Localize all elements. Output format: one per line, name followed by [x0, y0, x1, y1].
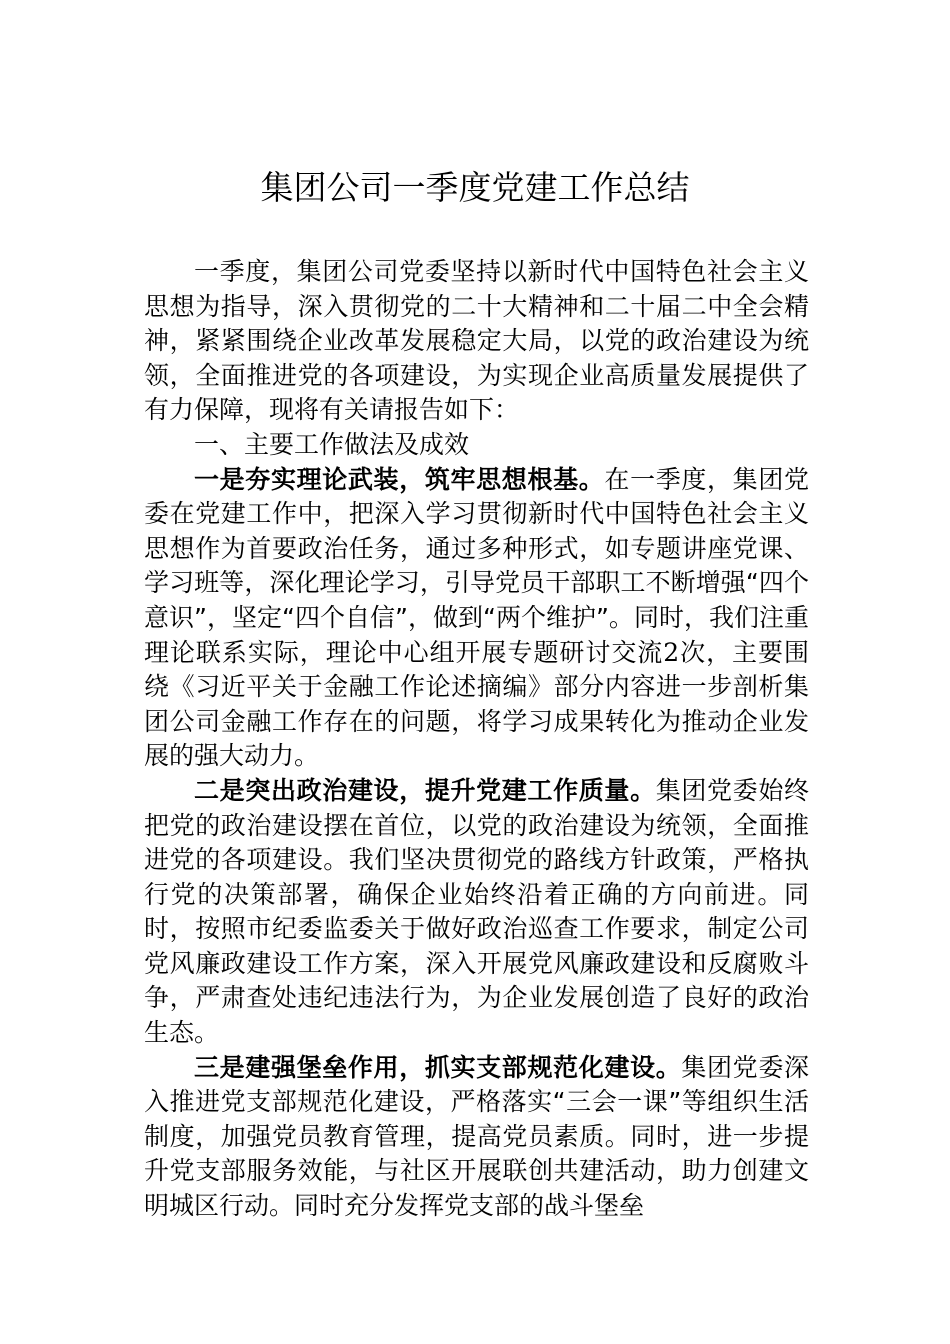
point-number: 2	[663, 637, 680, 667]
point-text-1a: 在一季度，集团党委在党建工作中，把深入学习贯彻新时代中国特色社会主义思想作为首要政治任务，通过多种形式，如专题讲座党课、学习班等，深化理论学习，引导党员干部职工不断增强“四个意识”，坚定“四个自信”，做到“两个维护”。同时，我们注重理论联系实际，理论中心组开展专题研讨交流	[144, 464, 809, 667]
point-heading-2: 二是突出政治建设，提升党建工作质量。	[194, 775, 656, 805]
point-text-2: 集团党委始终把党的政治建设摆在首位，以党的政治建设为统领，全面推进党的各项建设。我们坚决贯彻党的路线方针政策，严格执行党的决策部署，确保企业始终沿着正确的方向前进。同时，按照市纪委监委关于做好政治巡查工作要求，制定公司党风廉政建设工作方案，深入开展党风廉政建设和反腐败斗争，严肃查处违纪违法行为，为企业发展创造了良好的政治生态。	[144, 775, 809, 1048]
point-heading-1: 一是夯实理论武装，筑牢思想根基。	[194, 464, 605, 494]
section-heading: 一、主要工作做法及成效	[194, 429, 470, 459]
intro-paragraph: 一季度，集团公司党委坚持以新时代中国特色社会主义思想为指导，深入贯彻党的二十大精神和二十届二中全会精神，紧紧围绕企业改革发展稳定大局，以党的政治建设为统领，全面推进党的各项建设，为实现企业高质量发展提供了有力保障，现将有关请报告如下：	[144, 257, 809, 425]
point-text-3: 集团党委深入推进党支部规范化建设，严格落实“三会一课”等组织生活制度，加强党员教育管理，提高党员素质。同时，进一步提升党支部服务效能，与社区开展联创共建活动，助力创建文明城区行动。同时充分发挥党支部的战斗堡垒	[144, 1052, 809, 1221]
document-body	[144, 255, 809, 1224]
document-title: 集团公司一季度党建工作总结	[260, 168, 690, 207]
point-paragraph-1	[144, 463, 809, 774]
point-paragraph-3	[144, 1051, 809, 1224]
point-heading-3: 三是建强堡垒作用，抓实支部规范化建设。	[194, 1052, 682, 1082]
point-text-1b: 次，主要围绕《习近平关于金融工作论述摘编》部分内容进一步剖析集团公司金融工作存在的问题，将学习成果转化为推动企业发展的强大动力。	[144, 637, 809, 771]
point-paragraph-2	[144, 774, 809, 1051]
